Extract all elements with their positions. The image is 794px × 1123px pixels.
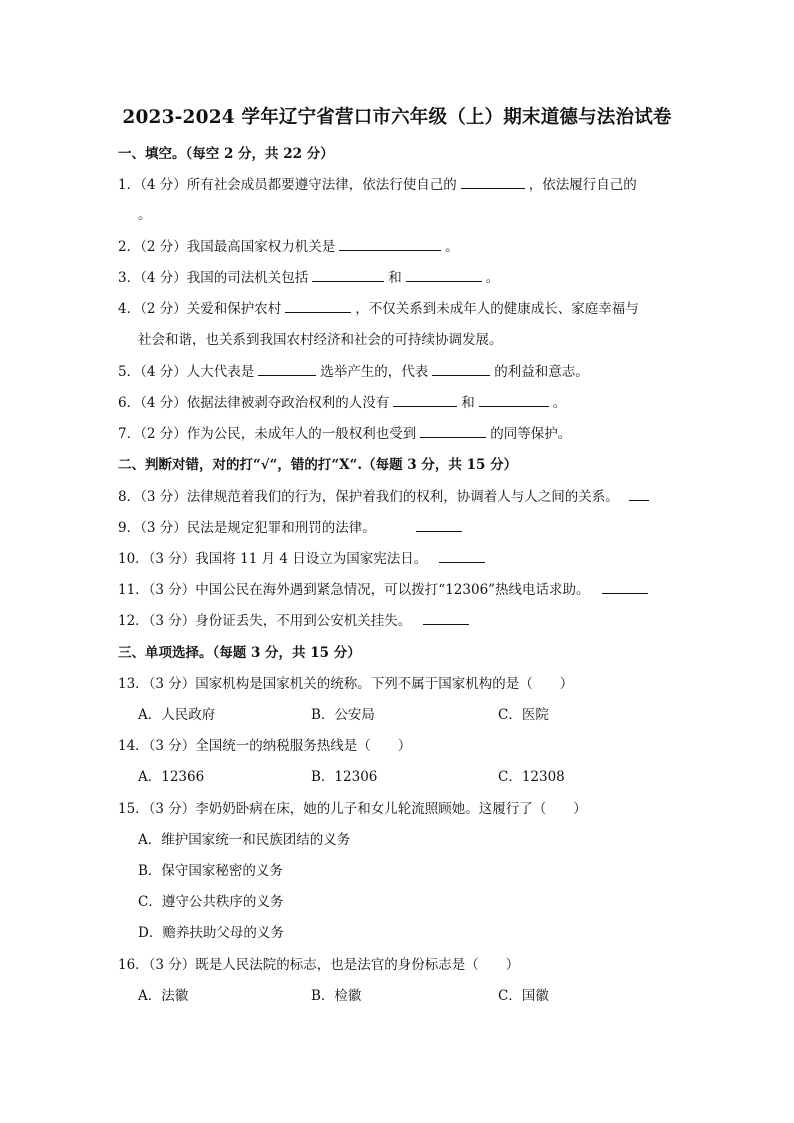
question-15-option-b[interactable]: B．保守国家秘密的义务 — [138, 863, 283, 879]
answer-blank[interactable] — [258, 363, 316, 376]
answer-blank[interactable] — [432, 363, 490, 376]
question-15-option-d[interactable]: D．赡养扶助父母的义务 — [138, 925, 284, 941]
question-6 — [118, 394, 678, 412]
question-16-stem: 16．（3 分）既是人民法院的标志，也是法官的身份标志是（ ） — [118, 957, 520, 973]
question-1-continued — [138, 206, 698, 224]
section-heading-fill-blank: 一、填空。（每空 2 分，共 22 分） — [118, 146, 334, 162]
page-title: 2023-2024 学年辽宁省营口市六年级（上）期末道德与法治试卷 — [122, 107, 672, 128]
answer-blank[interactable] — [339, 238, 441, 251]
question-10-text: 10．（3 分）我国将 11 月 4 日设立为国家宪法日。 — [118, 551, 428, 567]
question-3-text-a: 3．（4 分）我国的司法机关包括 — [118, 270, 309, 286]
question-15-option-c[interactable]: C．遵守公共秩序的义务 — [138, 894, 284, 910]
question-13-option-c[interactable]: C．医院 — [498, 707, 549, 723]
section-heading-true-false: 二、判断对错，对的打“√“，错的打“X“.（每题 3 分，共 15 分） — [118, 457, 518, 473]
question-16-option-c[interactable]: C．国徽 — [498, 988, 549, 1004]
question-12-text: 12．（3 分）身份证丢失，不用到公安机关挂失。 — [118, 613, 412, 629]
answer-blank[interactable] — [629, 488, 649, 501]
question-6-text-c: 。 — [552, 395, 567, 411]
question-16-option-b[interactable]: B．检徽 — [311, 988, 362, 1004]
question-14-option-c[interactable]: C．12308 — [498, 769, 565, 785]
question-16-option-a[interactable]: A．法徽 — [138, 988, 189, 1004]
section-heading-single-choice: 三、单项选择。（每题 3 分，共 15 分） — [118, 645, 361, 661]
question-4-text-b: ，不仅关系到未成年人的健康成长、家庭幸福与 — [355, 301, 639, 317]
question-4 — [118, 300, 678, 318]
question-2-text-b: 。 — [445, 239, 459, 255]
question-4-continued: 社会和谐，也关系到我国农村经济和社会的可持续协调发展。 — [138, 332, 503, 348]
question-13-stem: 13．（3 分）国家机构是国家机关的统称。下列不属于国家机构的是（ ） — [118, 676, 574, 692]
question-13-option-a[interactable]: A．人民政府 — [138, 707, 216, 723]
answer-blank[interactable] — [602, 581, 648, 594]
answer-blank[interactable] — [393, 394, 457, 407]
question-5-text-c: 的利益和意志。 — [494, 364, 589, 380]
question-14-stem: 14．（3 分）全国统一的纳税服务热线是（ ） — [118, 738, 412, 754]
question-15-stem: 15．（3 分）李奶奶卧病在床，她的儿子和女儿轮流照顾她。这履行了（ ） — [118, 801, 587, 817]
question-13-option-b[interactable]: B．公安局 — [311, 707, 375, 723]
question-12 — [118, 612, 678, 630]
question-11-text: 11．（3 分）中国公民在海外遇到紧急情况，可以拨打“12306”热线电话求助。 — [118, 582, 590, 598]
question-10 — [118, 550, 678, 568]
question-11 — [118, 581, 678, 599]
answer-blank[interactable] — [439, 550, 485, 563]
question-5-text-b: 选举产生的，代表 — [320, 364, 429, 380]
question-3 — [118, 269, 678, 287]
question-14-option-b[interactable]: B．12306 — [311, 769, 378, 785]
question-9 — [118, 519, 678, 537]
question-1-text-c: 。 — [138, 207, 152, 223]
question-7 — [118, 425, 678, 443]
answer-blank[interactable] — [416, 519, 462, 532]
question-5 — [118, 363, 678, 381]
question-2-text-a: 2．（2 分）我国最高国家权力机关是 — [118, 239, 336, 255]
question-8-text: 8．（3 分）法律规范着我们的行为，保护着我们的权利，协调着人与人之间的关系。 — [118, 489, 619, 505]
question-2 — [118, 238, 678, 256]
answer-blank[interactable] — [285, 300, 351, 313]
question-1-text-a: 1．（4 分）所有社会成员都要遵守法律，依法行使自己的 — [118, 177, 457, 193]
question-3-text-c: 。 — [485, 270, 500, 286]
question-3-text-b: 和 — [388, 270, 402, 286]
question-15-option-a[interactable]: A．维护国家统一和民族团结的义务 — [138, 832, 351, 848]
answer-blank[interactable] — [312, 269, 384, 282]
question-7-text-b: 的同等保护。 — [490, 426, 572, 442]
answer-blank[interactable] — [479, 394, 549, 407]
answer-blank[interactable] — [420, 425, 486, 438]
question-4-text-a: 4．（2 分）关爱和保护农村 — [118, 301, 282, 317]
question-6-text-a: 6．（4 分）依据法律被剥夺政治权利的人没有 — [118, 395, 390, 411]
question-8 — [118, 488, 678, 506]
answer-blank[interactable] — [461, 176, 525, 189]
question-1-text-b: ，依法履行自己的 — [528, 177, 637, 193]
question-9-text: 9．（3 分）民法是规定犯罪和刑罚的法律。 — [118, 520, 376, 536]
answer-blank[interactable] — [423, 612, 469, 625]
question-6-text-b: 和 — [461, 395, 475, 411]
question-14-option-a[interactable]: A．12366 — [138, 769, 205, 785]
answer-blank[interactable] — [406, 269, 482, 282]
question-1 — [118, 176, 678, 194]
question-5-text-a: 5．（4 分）人大代表是 — [118, 364, 255, 380]
question-7-text-a: 7．（2 分）作为公民，未成年人的一般权利也受到 — [118, 426, 417, 442]
